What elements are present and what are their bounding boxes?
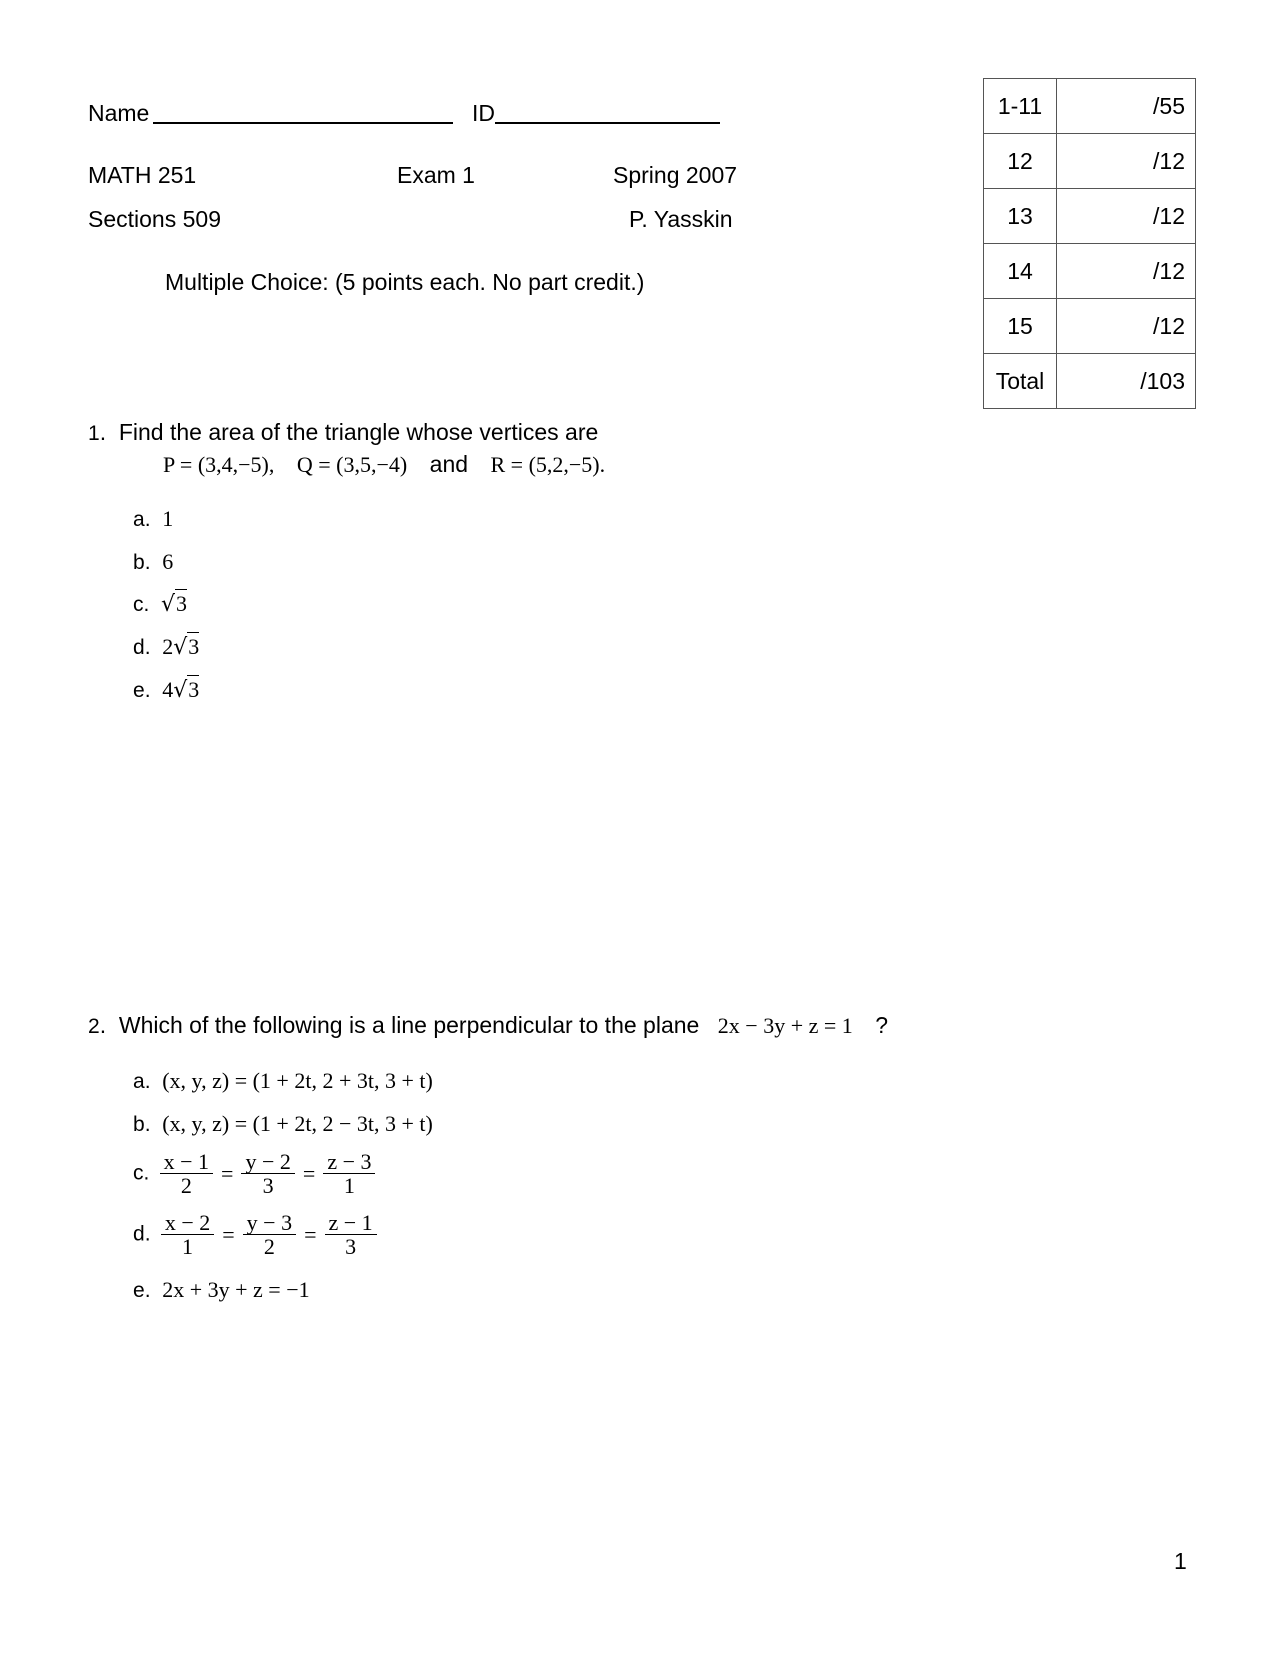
choice-letter: d [133, 636, 145, 659]
q2-choice-b[interactable]: b. (x, y, z) = (1 + 2t, 2 − 3t, 3 + t) [133, 1111, 433, 1136]
name-label: Name [88, 100, 150, 126]
radical-icon: √ [161, 592, 176, 617]
choice-value: 6 [162, 549, 174, 574]
choice-letter: e [133, 1279, 145, 1302]
choice-letter: c [133, 1161, 144, 1185]
score-row [984, 244, 1196, 299]
question-2-number: 2 [88, 1015, 100, 1038]
choice-letter: a [133, 1070, 145, 1093]
score-question: Total [984, 354, 1057, 409]
score-points: /12 [1057, 244, 1196, 299]
score-table [983, 78, 1196, 409]
choice-value: (x, y, z) = (1 + 2t, 2 + 3t, 3 + t) [162, 1068, 433, 1093]
vertex-q: Q = (3,5,−4) [296, 452, 408, 477]
score-row [984, 189, 1196, 244]
q1-choice-c[interactable]: c. √3 [133, 591, 188, 617]
fraction: $\frac{y - 2}{3}$ [241, 1150, 294, 1197]
choice-letter: e [133, 679, 145, 702]
score-question: 14 [984, 244, 1057, 299]
fraction: $\frac{z - 3}{1}$ [323, 1150, 375, 1197]
radical-icon: √ [173, 635, 188, 660]
score-question: 13 [984, 189, 1057, 244]
question-2-prompt: 2. Which of the following is a line perpendicular to the plane 2x − 3y + z = 1 ? [88, 1012, 889, 1038]
score-points: /12 [1057, 134, 1196, 189]
question-2-text: Which of the following is a line perpendicular to the plane [118, 1012, 700, 1038]
score-points: /12 [1057, 299, 1196, 354]
score-points: /55 [1057, 79, 1196, 134]
score-row [984, 134, 1196, 189]
score-row [984, 354, 1196, 409]
radical-icon: √ [173, 678, 188, 703]
instructions: Multiple Choice: (5 points each. No part credit.) [165, 269, 645, 295]
id-line[interactable] [495, 122, 720, 124]
question-1-number: 1 [88, 422, 100, 445]
and-word: and [429, 451, 469, 477]
fraction: $\frac{y - 3}{2}$ [243, 1211, 296, 1258]
q1-choice-a[interactable]: a. 1 [133, 506, 174, 531]
q1-choice-e[interactable]: e. 4√3 [133, 677, 200, 703]
q1-choice-d[interactable]: d. 2√3 [133, 634, 200, 660]
plane-equation: 2x − 3y + z = 1 [717, 1013, 853, 1038]
choice-letter: b [133, 551, 145, 574]
fraction: $\frac{x - 2}{1}$ [161, 1211, 214, 1258]
question-1-vertices [163, 453, 605, 477]
score-question: 15 [984, 299, 1057, 354]
q2-choice-d[interactable]: d. $\frac{x - 2}{1}$ = $\frac{y - 3}{2}$ = $\frac{z - 1}{3}$ [133, 1211, 377, 1258]
score-row [984, 79, 1196, 134]
choice-value: 2x + 3y + z = −1 [162, 1277, 310, 1302]
question-1-text: Find the area of the triangle whose vertices are [118, 419, 599, 445]
term: Spring 2007 [613, 162, 738, 188]
course-title: MATH 251 [88, 162, 197, 188]
question-mark: ? [875, 1012, 889, 1038]
sqrt-expression: 4√3 [162, 677, 200, 703]
q1-choice-b[interactable]: b. 6 [133, 549, 174, 574]
score-points: /12 [1057, 189, 1196, 244]
score-question: 1-11 [984, 79, 1057, 134]
sqrt-expression: √3 [161, 591, 188, 617]
vertex-p: P = (3,4,−5), [163, 452, 275, 477]
q2-choice-e[interactable]: e. 2x + 3y + z = −1 [133, 1277, 310, 1302]
fraction: $\frac{z - 1}{3}$ [325, 1211, 377, 1258]
choice-letter: d [133, 1222, 145, 1246]
sections: Sections 509 [88, 206, 221, 232]
score-question: 12 [984, 134, 1057, 189]
choice-letter: c [133, 593, 144, 616]
score-points: /103 [1057, 354, 1196, 409]
sqrt-expression: 2√3 [162, 634, 200, 660]
name-line[interactable] [153, 122, 453, 124]
q2-choice-a[interactable]: a. (x, y, z) = (1 + 2t, 2 + 3t, 3 + t) [133, 1068, 433, 1093]
vertex-r: R = (5,2,−5). [490, 452, 606, 477]
page-number: 1 [1174, 1548, 1187, 1574]
instructor: P. Yasskin [629, 206, 733, 232]
choice-value: 1 [162, 506, 174, 531]
q2-choice-c[interactable]: c. $\frac{x - 1}{2}$ = $\frac{y - 2}{3}$ = $\frac{z - 3}{1}$ [133, 1150, 375, 1197]
exam-title: Exam 1 [397, 162, 475, 188]
choice-letter: a [133, 508, 145, 531]
fraction: $\frac{x - 1}{2}$ [160, 1150, 213, 1197]
score-row [984, 299, 1196, 354]
id-label: ID [472, 100, 495, 126]
choice-value: (x, y, z) = (1 + 2t, 2 − 3t, 3 + t) [162, 1111, 433, 1136]
choice-letter: b [133, 1113, 145, 1136]
question-1-prompt: 1. Find the area of the triangle whose vertices are [88, 419, 599, 445]
